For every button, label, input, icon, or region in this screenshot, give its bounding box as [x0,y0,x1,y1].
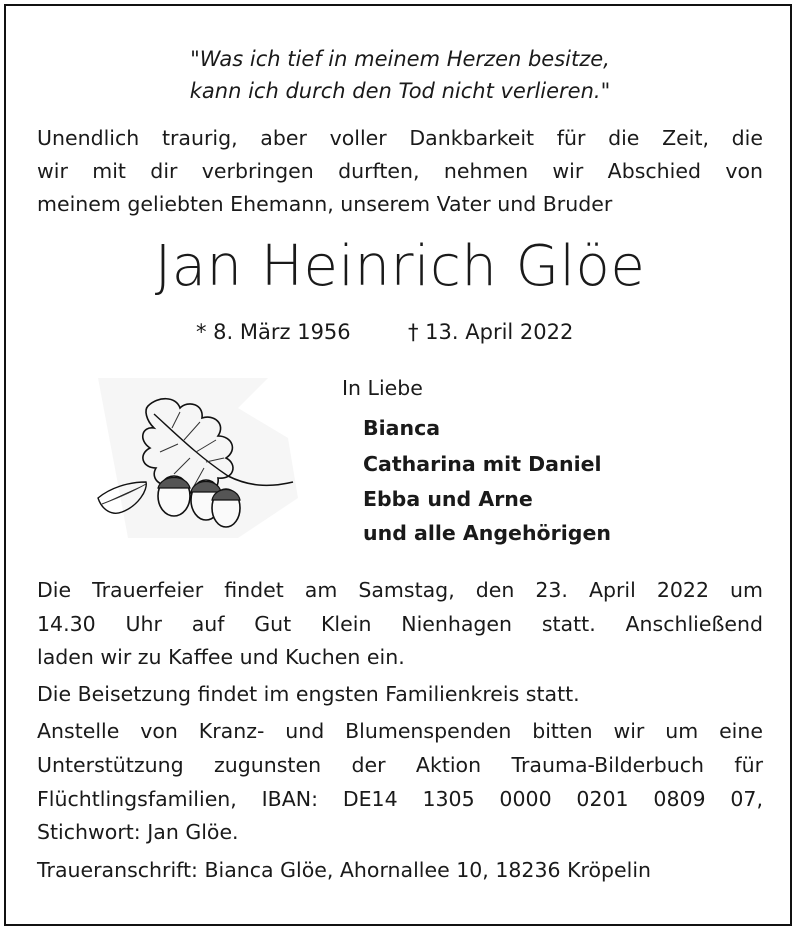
funeral-line-3: laden wir zu Kaffee und Kuchen ein. [37,645,405,669]
mourners-heading: In Liebe [342,376,423,400]
funeral-line-2: 14.30 Uhr auf Gut Klein Nienhagen statt. Anschließend [37,612,763,636]
deceased-name: Jan Heinrich Glöe [154,234,646,299]
intro-line-2: wir mit dir verbringen durften, nehmen wir Abschied von [37,159,763,183]
mourner-name: Ebba und Arne [363,487,533,511]
donation-line-4: Stichwort: Jan Glöe. [37,820,239,844]
intro-line-1: Unendlich traurig, aber voller Dankbarkeit für die Zeit, die [37,126,763,150]
mourner-name: Bianca [363,416,441,440]
mourner-name: Catharina mit Daniel [363,452,602,476]
mourner-name: und alle Angehörigen [363,521,611,545]
funeral-line-1: Die Trauerfeier findet am Samstag, den 23. April 2022 um [37,578,763,602]
oak-leaf-acorn-illustration [88,378,308,543]
donation-line-1: Anstelle von Kranz- und Blumenspenden bitten wir um eine [37,719,763,743]
death-date: † 13. April 2022 [408,320,574,344]
burial-text: Die Beisetzung findet im engsten Familienkreis statt. [37,682,580,706]
quote-line-2: kann ich durch den Tod nicht verlieren." [189,79,611,103]
mourning-address: Traueranschrift: Bianca Glöe, Ahornallee 10, 18236 Kröpelin [37,858,652,882]
donation-line-3: Flüchtlingsfamilien, IBAN: DE14 1305 0000 0201 0809 07, [37,787,763,811]
donation-line-2: Unterstützung zugunsten der Aktion Trauma-Bilderbuch für [37,753,763,777]
intro-line-3: meinem geliebten Ehemann, unserem Vater und Bruder [37,192,613,216]
birth-date: * 8. März 1956 [196,320,351,344]
quote-line-1: "Was ich tief in meinem Herzen besitze, [190,47,610,71]
